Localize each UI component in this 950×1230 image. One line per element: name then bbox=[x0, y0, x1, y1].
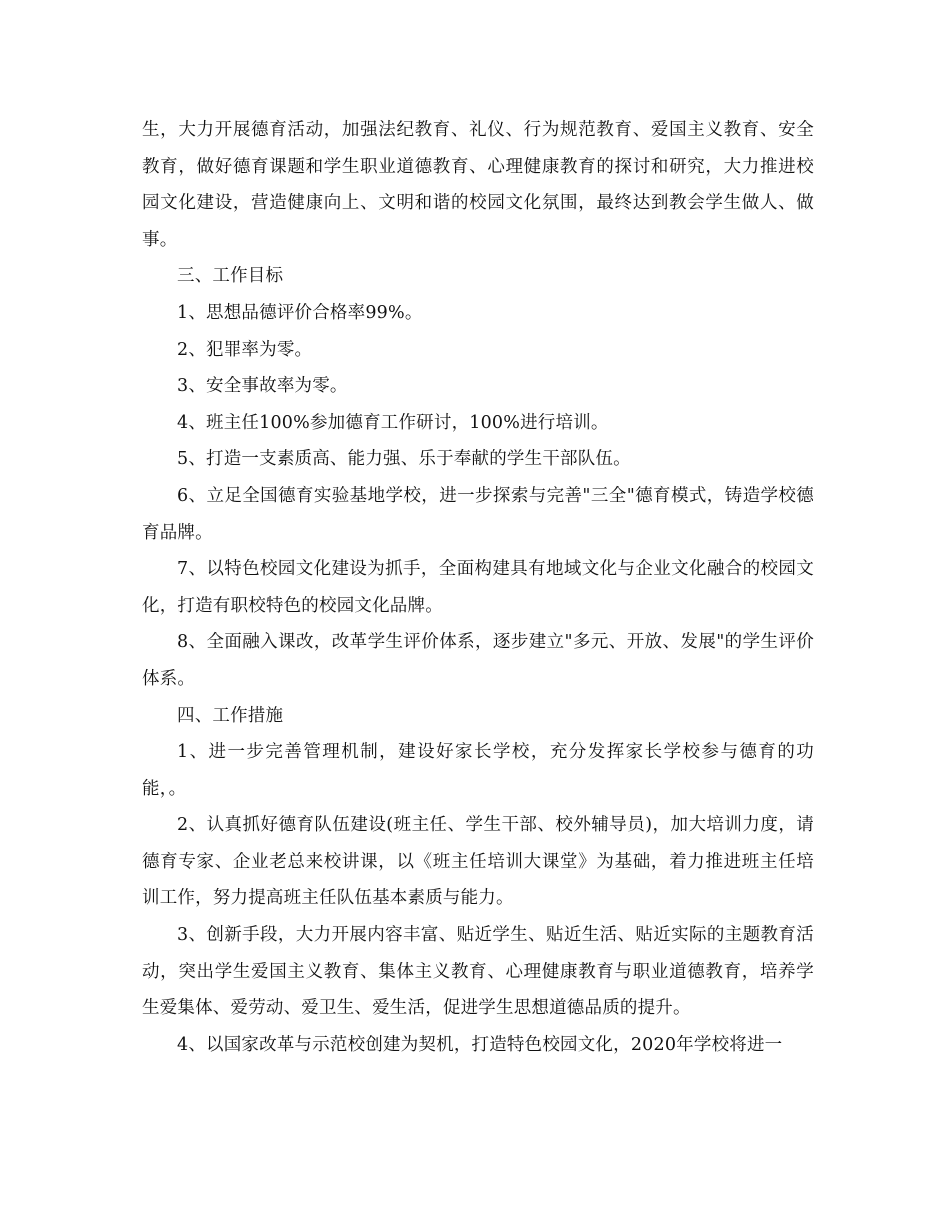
document-body bbox=[142, 112, 814, 1063]
goal-item-2: 2、犯罪率为零。 bbox=[177, 339, 313, 360]
goal-item-4: 4、班主任100%参加德育工作研讨，100%进行培训。 bbox=[177, 412, 609, 433]
goal-item-8: 8、全面融入课改，改革学生评价体系，逐步建立"多元、开放、发展"的学生评价体系。 bbox=[142, 632, 814, 689]
goal-item-3: 3、安全事故率为零。 bbox=[177, 376, 348, 397]
measure-item-1: 1、进一步完善管理机制，建设好家长学校，充分发挥家长学校参与德育的功能，。 bbox=[142, 742, 814, 799]
goal-item-5: 5、打造一支素质高、能力强、乐于奉献的学生干部队伍。 bbox=[177, 449, 631, 470]
section-heading-work-measures: 四、工作措施 bbox=[177, 705, 284, 726]
measure-item-4: 4、以国家改革与示范校创建为契机，打造特色校园文化，2020年学校将进一 bbox=[177, 1034, 783, 1055]
goal-item-7: 7、以特色校园文化建设为抓手，全面构建具有地域文化与企业文化融合的校园文化，打造有职校特色的校园文化品牌。 bbox=[142, 559, 814, 616]
goal-item-6: 6、立足全国德育实验基地学校，进一步探索与完善"三全"德育模式，铸造学校德育品牌。 bbox=[142, 485, 814, 543]
paragraph-continuation: 生，大力开展德育活动，加强法纪教育、礼仪、行为规范教育、爱国主义教育、安全教育，做好德育课题和学生职业道德教育、心理健康教育的探讨和研究，大力推进校园文化建设，营造健康向上、文明和谐的校园文化氛围，最终达到教会学生做人、做事。 bbox=[142, 120, 814, 250]
measure-item-3: 3、创新手段，大力开展内容丰富、贴近学生、贴近生活、贴近实际的主题教育活动，突出学生爱国主义教育、集体主义教育、心理健康教育与职业道德教育，培养学生爱集体、爱劳动、爱卫生、爱生活，促进学生思想道德品质的提升。 bbox=[142, 925, 814, 1019]
section-heading-work-goals: 三、工作目标 bbox=[177, 266, 284, 287]
goal-item-1: 1、思想品德评价合格率99%。 bbox=[177, 302, 423, 323]
measure-item-2: 2、认真抓好德育队伍建设(班主任、学生干部、校外辅导员)，加大培训力度，请德育专家、企业老总来校讲课，以《班主任培训大课堂》为基础，着力推进班主任培训工作，努力提高班主任队伍基本素质与能力。 bbox=[142, 815, 814, 909]
